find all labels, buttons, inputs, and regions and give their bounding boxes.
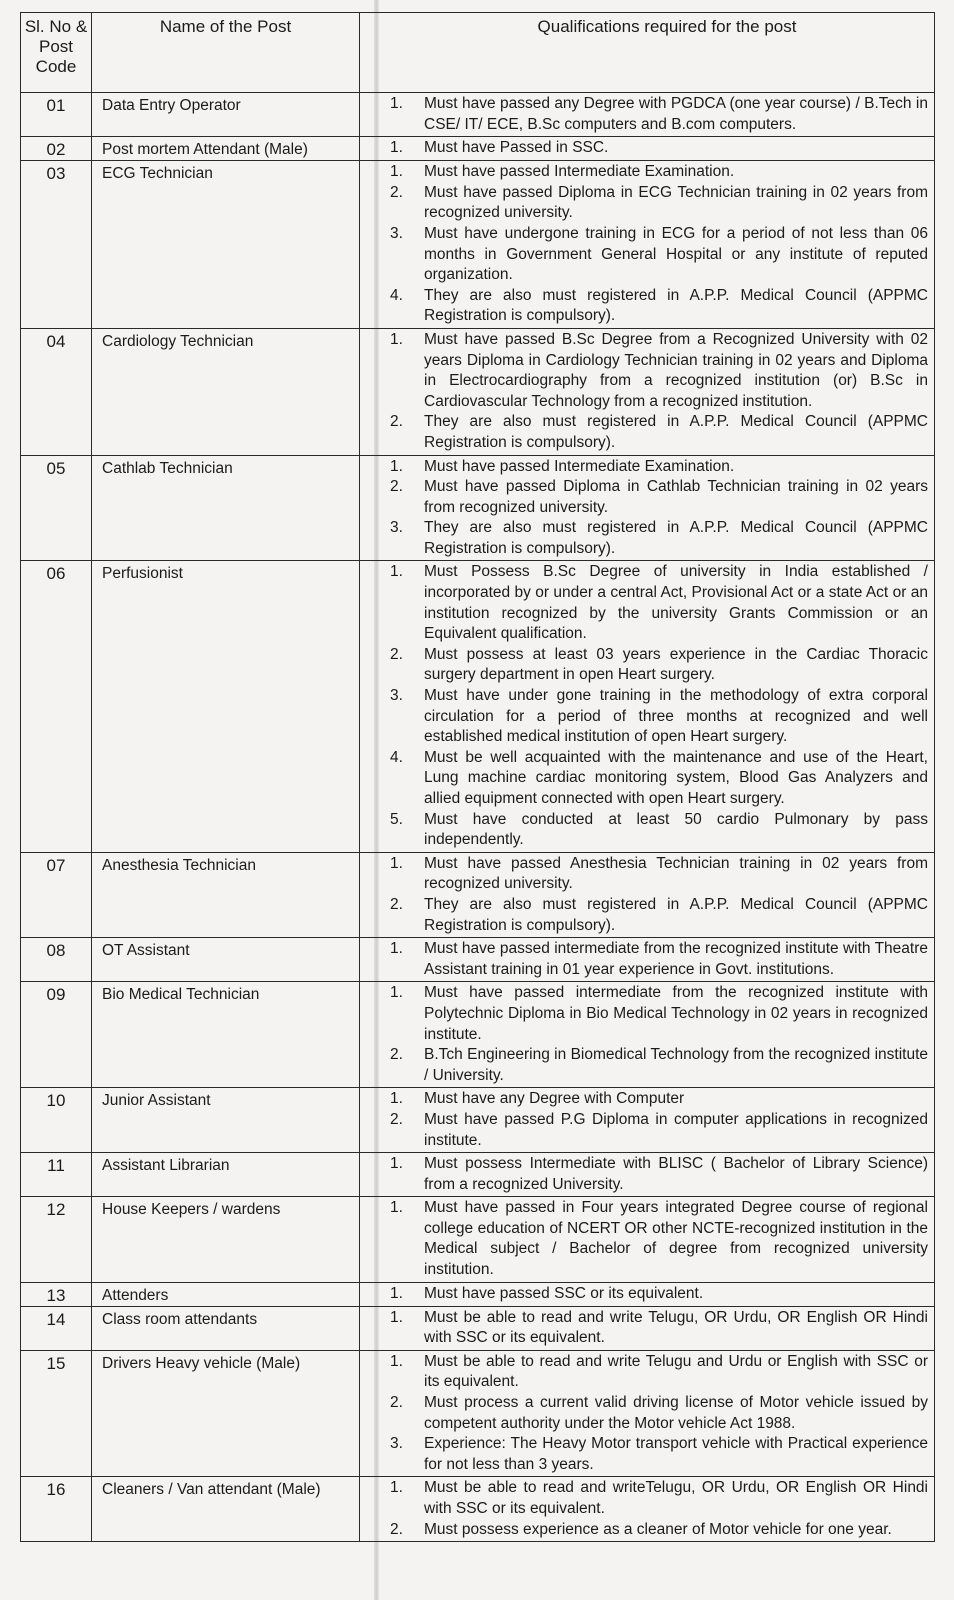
qualification-item (390, 477, 928, 518)
qualification-text: Must be able to read and write Telugu and Urdu or English with SSC or its equivalent. (424, 1352, 928, 1391)
table-row (21, 938, 935, 982)
qualification-item (390, 1393, 928, 1434)
post-qualifications (360, 852, 935, 937)
qualification-text: Must have any Degree with Computer (424, 1090, 685, 1108)
qualification-text: Must have passed intermediate from the recognized institute with Theatre Assistant training in 01 year experience in Govt. institutions. (424, 940, 928, 978)
qualification-text: They are also must registered in A.P.P. Medical Council (APPMC Registration is compulsory). (424, 413, 928, 451)
post-code: 07 (21, 852, 92, 937)
qualification-list (390, 1089, 928, 1151)
qualification-text: Must have passed Intermediate Examination. (424, 457, 735, 475)
qualification-number: 1. (390, 1352, 403, 1370)
post-name: Perfusionist (92, 561, 360, 852)
qualification-number: 2. (390, 1110, 403, 1128)
post-name: House Keepers / wardens (92, 1197, 360, 1282)
qualification-text: Must have passed any Degree with PGDCA (one year course) / B.Tech in CSE/ IT/ ECE, B.Sc computers and B.com computers. (424, 95, 928, 133)
qualification-text: Must have passed B.Sc Degree from a Recognized University with 02 years Diploma in Cardiology Technician training in 02 years and Diploma in Electrocardiography from a recognized institution (or) B.Sc in Cardiovascular Technology from a recognized institution. (424, 330, 928, 410)
qualification-item (390, 162, 928, 183)
post-name: Cathlab Technician (92, 455, 360, 561)
qualification-item (390, 1089, 928, 1110)
table-row (21, 1306, 935, 1350)
qualification-number: 2. (390, 645, 403, 663)
qualification-item (390, 810, 928, 851)
qualification-item (390, 1352, 928, 1393)
post-code: 16 (21, 1477, 92, 1542)
qualification-item (390, 412, 928, 453)
post-name: ECG Technician (92, 161, 360, 329)
table-row (21, 1477, 935, 1542)
table-row (21, 137, 935, 161)
qualification-item (390, 645, 928, 686)
post-qualifications (360, 93, 935, 137)
post-qualifications (360, 1153, 935, 1197)
qualification-number: 2. (390, 1046, 403, 1064)
post-name: Assistant Librarian (92, 1153, 360, 1197)
qualification-text: Must have undergone training in ECG for a period of not less than 06 months in Government General Hospital or any institute of reputed organization. (424, 224, 928, 284)
qualification-text: They are also must registered in A.P.P. Medical Council (APPMC Registration is compulsory). (424, 286, 928, 325)
qualification-text: Must have Passed in SSC. (424, 139, 609, 157)
post-name: Attenders (92, 1282, 360, 1306)
table-row (21, 982, 935, 1088)
qualification-text: Must process a current valid driving license of Motor vehicle issued by competent authority under the Motor vehicle Act 1988. (424, 1394, 928, 1432)
qualification-item (390, 895, 928, 936)
qualification-number: 1. (390, 1284, 403, 1302)
qualification-number: 1. (390, 1199, 403, 1217)
post-name: Data Entry Operator (92, 93, 360, 137)
post-code: 05 (21, 455, 92, 561)
qualification-text: Must possess at least 03 years experience in the Cardiac Thoracic surgery department in open Heart surgery. (424, 645, 928, 684)
qualification-list (390, 1308, 928, 1349)
post-name: Post mortem Attendant (Male) (92, 137, 360, 161)
qualification-item (390, 224, 928, 286)
qualification-item (390, 1284, 928, 1305)
table-body (21, 93, 935, 1542)
qualification-number: 1. (390, 984, 403, 1002)
post-name: Bio Medical Technician (92, 982, 360, 1088)
table-row (21, 1088, 935, 1153)
post-code: 12 (21, 1197, 92, 1282)
post-name: Cardiology Technician (92, 328, 360, 455)
qualification-number: 2. (390, 1520, 403, 1538)
qualification-text: Must have passed Intermediate Examination. (424, 163, 735, 181)
qualification-list (390, 330, 928, 454)
qualification-number: 1. (390, 330, 403, 348)
qualification-text: Must have passed in Four years integrated Degree course of regional college education of NCERT OR other NCTE-recognized institution in the Medical subject / Bachelor of degree from recognized university institution. (424, 1199, 928, 1279)
qualification-list (390, 138, 928, 159)
post-name: Cleaners / Van attendant (Male) (92, 1477, 360, 1542)
qualification-text: Must Possess B.Sc Degree of university in India established / incorporated by or under a central Act, Provisional Act or a state Act or an institution recognized by the university Grants Commission or an Equivalent qualification. (424, 563, 928, 643)
qualification-list (390, 983, 928, 1086)
header-sl-no: Sl. No & Post Code (21, 13, 92, 93)
post-qualifications (360, 328, 935, 455)
qualification-number: 1. (390, 940, 403, 958)
qualification-item (390, 138, 928, 159)
qualification-text: They are also must registered in A.P.P. Medical Council (APPMC Registration is compulsory). (424, 895, 928, 934)
qualification-item (390, 1198, 928, 1280)
table-row (21, 93, 935, 137)
qualification-list (390, 939, 928, 980)
qualification-text: Must have passed Diploma in ECG Technician training in 02 years from recognized university. (424, 183, 928, 222)
post-name: Class room attendants (92, 1306, 360, 1350)
qualification-item (390, 286, 928, 327)
qualification-number: 1. (390, 854, 403, 872)
qualification-text: Must be able to read and writeTelugu, OR Urdu, OR English OR Hindi with SSC or its equivalent. (424, 1479, 928, 1517)
qualification-number: 1. (390, 1155, 403, 1173)
table-row (21, 455, 935, 561)
qualification-item (390, 562, 928, 644)
post-code: 15 (21, 1350, 92, 1477)
post-code: 11 (21, 1153, 92, 1197)
post-qualifications (360, 1088, 935, 1153)
qualification-text: Must be well acquainted with the maintenance and use of the Heart, Lung machine cardiac monitoring system, Blood Gas Analyzers and allied equipment connected with open Heart surgery. (424, 748, 928, 807)
post-qualifications (360, 982, 935, 1088)
table-row (21, 1197, 935, 1282)
qualification-list (390, 162, 928, 327)
qualification-number: 3. (390, 519, 403, 537)
post-qualifications (360, 455, 935, 561)
qualification-number: 4. (390, 286, 403, 304)
qualification-list (390, 1352, 928, 1476)
post-qualifications (360, 1282, 935, 1306)
qualification-list (390, 1154, 928, 1195)
qualification-item (390, 94, 928, 135)
post-code: 01 (21, 93, 92, 137)
qualification-number: 5. (390, 810, 403, 828)
qualifications-table (20, 12, 935, 1542)
post-code: 13 (21, 1282, 92, 1306)
post-code: 08 (21, 938, 92, 982)
post-qualifications (360, 938, 935, 982)
qualification-number: 2. (390, 183, 403, 201)
post-name: OT Assistant (92, 938, 360, 982)
post-code: 04 (21, 328, 92, 455)
post-code: 09 (21, 982, 92, 1088)
header-qualifications: Qualifications required for the post (360, 13, 935, 93)
qualification-list (390, 1198, 928, 1280)
post-code: 02 (21, 137, 92, 161)
post-code: 10 (21, 1088, 92, 1153)
qualification-text: Must have passed intermediate from the recognized institute with Polytechnic Diploma in Bio Medical Technology in 02 years in recognized institute. (424, 984, 928, 1043)
header-post-name: Name of the Post (92, 13, 360, 93)
qualification-item (390, 1308, 928, 1349)
qualification-item (390, 1434, 928, 1475)
qualification-item (390, 1478, 928, 1519)
qualification-list (390, 562, 928, 850)
post-qualifications (360, 137, 935, 161)
qualification-text: Must have under gone training in the methodology of extra corporal circulation for a period of three months at recognized and well established medical institution of open Heart surgery. (424, 687, 928, 746)
qualification-number: 1. (390, 139, 403, 157)
post-name: Drivers Heavy vehicle (Male) (92, 1350, 360, 1477)
qualification-number: 1. (390, 457, 403, 475)
qualification-text: Must have passed Anesthesia Technician training in 02 years from recognized university. (424, 854, 928, 893)
qualification-number: 3. (390, 687, 403, 705)
table-row (21, 161, 935, 329)
qualification-item (390, 183, 928, 224)
qualification-number: 1. (390, 95, 403, 112)
qualification-number: 1. (390, 563, 403, 581)
qualification-text: Must have passed SSC or its equivalent. (424, 1284, 704, 1302)
qualification-text: Must have conducted at least 50 cardio Pulmonary by pass independently. (424, 810, 928, 849)
table-row (21, 1350, 935, 1477)
post-qualifications (360, 1197, 935, 1282)
post-code: 06 (21, 561, 92, 852)
qualification-item (390, 983, 928, 1045)
qualification-item (390, 457, 928, 478)
qualification-item (390, 1110, 928, 1151)
qualification-number: 1. (390, 1090, 403, 1108)
post-qualifications (360, 1350, 935, 1477)
qualification-list (390, 94, 928, 135)
qualification-item (390, 854, 928, 895)
qualification-text: Experience: The Heavy Motor transport vehicle with Practical experience for not less than 3 years. (424, 1435, 928, 1473)
qualification-item (390, 1045, 928, 1086)
post-code: 14 (21, 1306, 92, 1350)
qualification-number: 4. (390, 748, 403, 766)
qualification-item (390, 686, 928, 748)
qualification-text: Must be able to read and write Telugu, OR Urdu, OR English OR Hindi with SSC or its equivalent. (424, 1308, 928, 1347)
table-row (21, 1153, 935, 1197)
qualification-text: Must have passed P.G Diploma in computer applications in recognized institute. (424, 1110, 928, 1149)
qualification-item (390, 939, 928, 980)
qualification-number: 2. (390, 413, 403, 431)
qualification-number: 1. (390, 1479, 403, 1497)
qualification-number: 3. (390, 1435, 403, 1453)
post-qualifications (360, 161, 935, 329)
table-row (21, 852, 935, 937)
table-row (21, 1282, 935, 1306)
table-header-row (21, 13, 935, 93)
qualification-number: 1. (390, 1308, 403, 1326)
qualification-number: 2. (390, 895, 403, 913)
post-code: 03 (21, 161, 92, 329)
qualification-item (390, 1520, 928, 1541)
table-row (21, 561, 935, 852)
qualification-number: 3. (390, 224, 403, 242)
post-qualifications (360, 1306, 935, 1350)
post-name: Anesthesia Technician (92, 852, 360, 937)
qualification-number: 2. (390, 1394, 403, 1412)
qualification-list (390, 854, 928, 936)
qualification-text: B.Tch Engineering in Biomedical Technology from the recognized institute / University. (424, 1046, 928, 1084)
qualification-item (390, 518, 928, 559)
qualification-number: 2. (390, 478, 403, 496)
table-row (21, 328, 935, 455)
qualification-text: Must possess Intermediate with BLISC ( Bachelor of Library Science) from a recognized University. (424, 1155, 928, 1193)
post-qualifications (360, 561, 935, 852)
post-qualifications (360, 1477, 935, 1542)
qualification-item (390, 1154, 928, 1195)
qualification-list (390, 457, 928, 560)
qualification-text: Must have passed Diploma in Cathlab Technician training in 02 years from recognized university. (424, 478, 928, 516)
qualification-item (390, 330, 928, 412)
qualification-item (390, 748, 928, 810)
qualification-text: They are also must registered in A.P.P. Medical Council (APPMC Registration is compulsory). (424, 519, 928, 557)
qualification-list (390, 1478, 928, 1540)
post-name: Junior Assistant (92, 1088, 360, 1153)
qualification-number: 1. (390, 163, 403, 181)
qualification-list (390, 1284, 928, 1305)
qualification-text: Must possess experience as a cleaner of Motor vehicle for one year. (424, 1520, 892, 1538)
